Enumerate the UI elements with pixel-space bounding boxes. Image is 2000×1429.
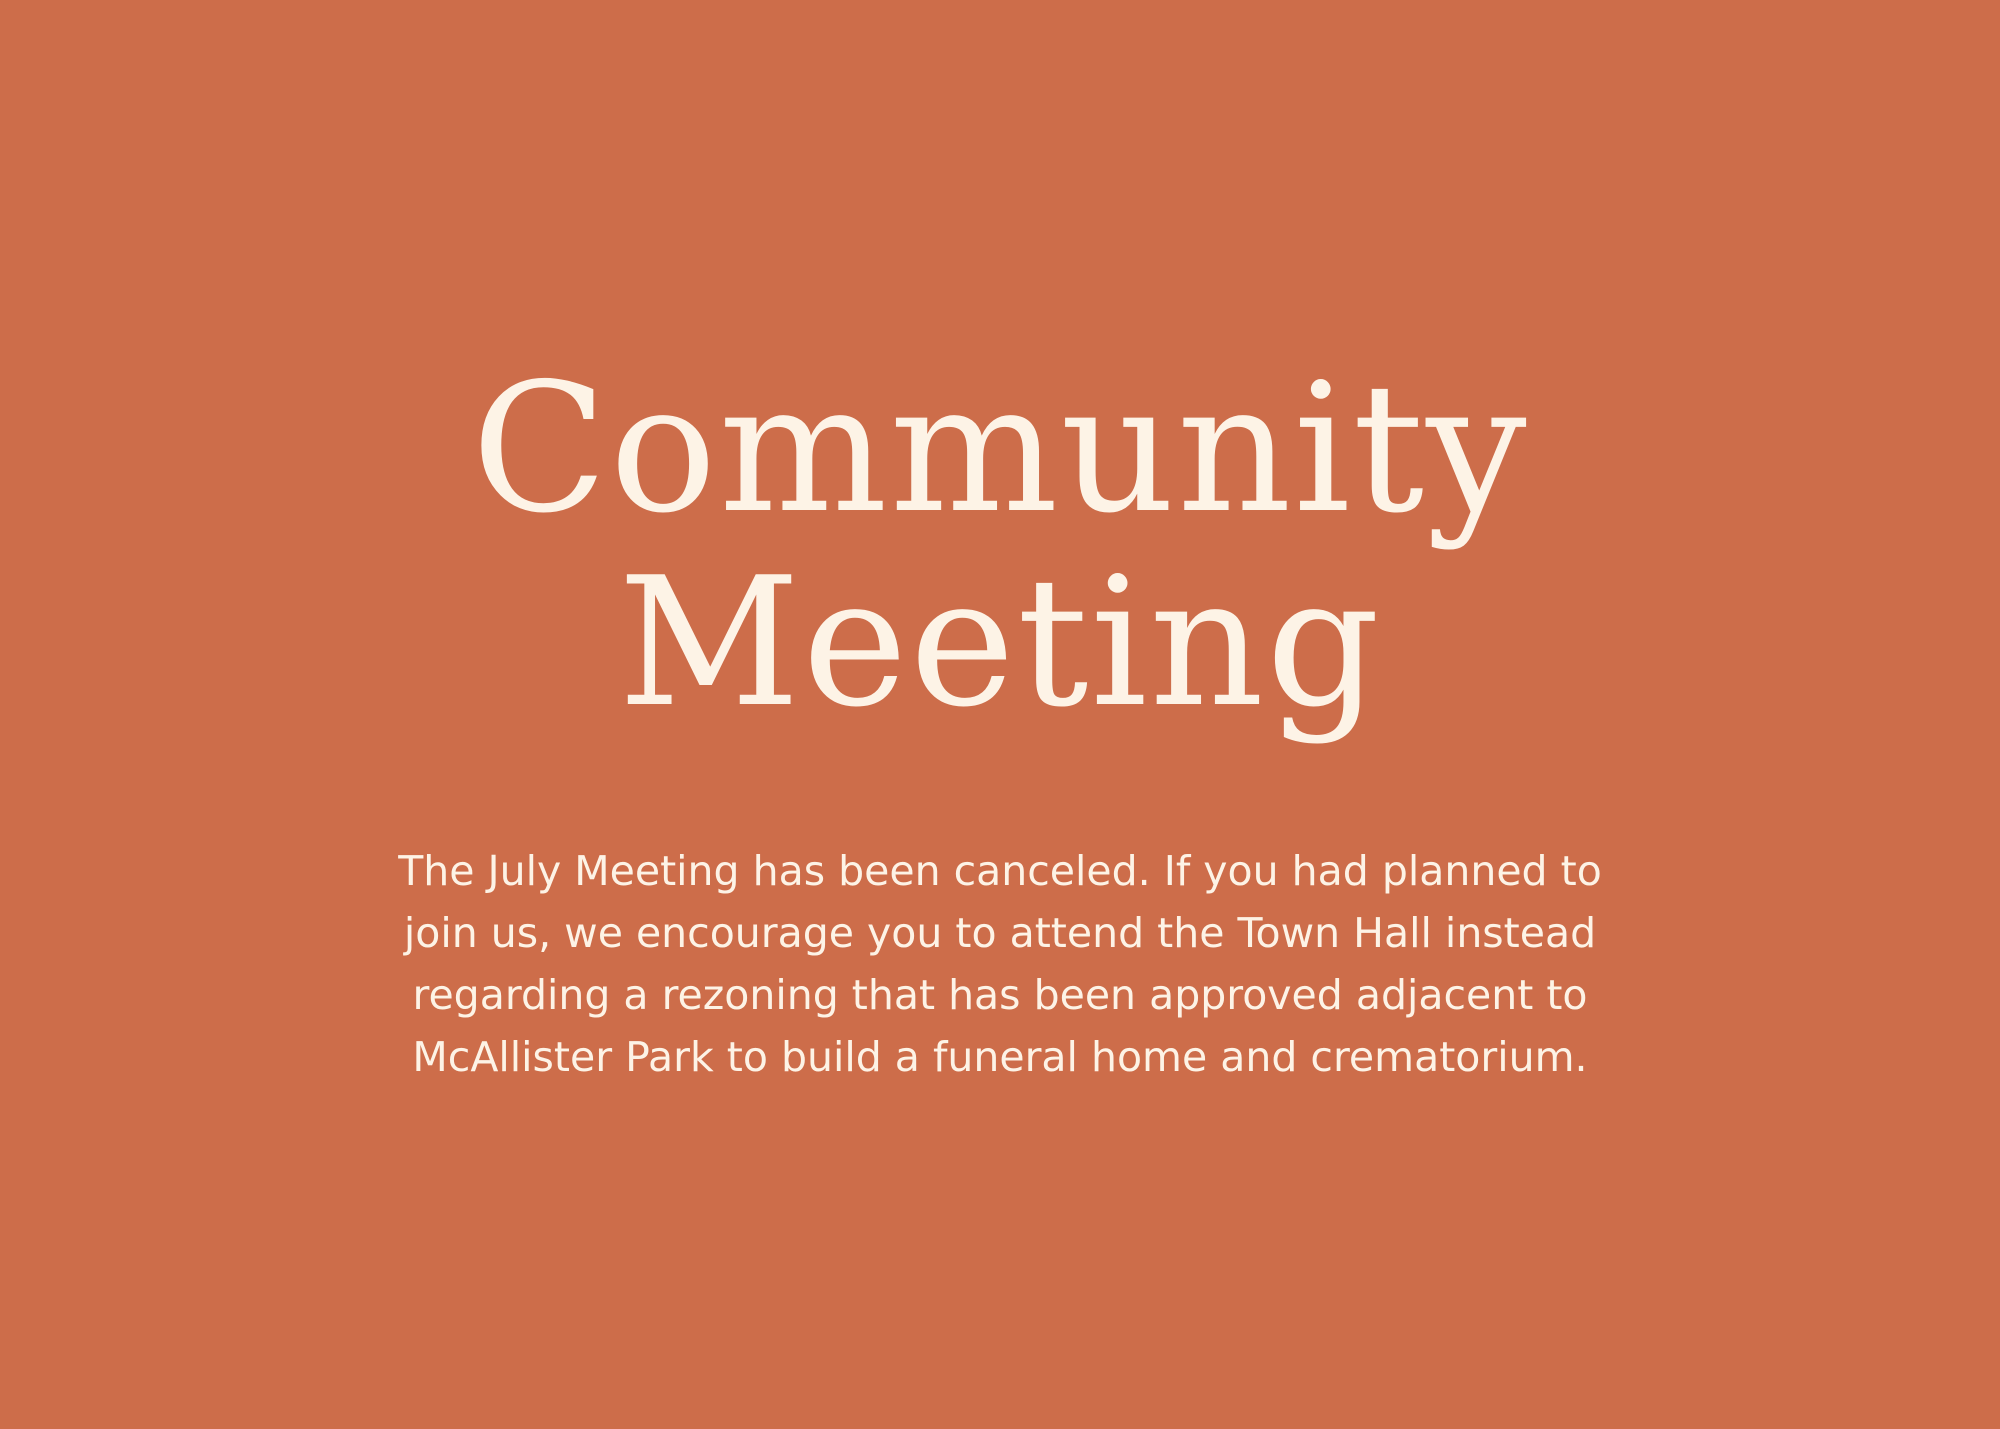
page-title [0, 345, 2000, 746]
cancellation-notice: The July Meeting has been canceled. If you had planned to join us, we encourage you to attend the Town Hall instead regarding a rezoning that has been approved adjacent to McAllister Park to build a funeral home and crematorium. [398, 847, 1602, 1081]
title-line-community: Community [471, 345, 1529, 552]
title-line-meeting: Meeting [618, 539, 1382, 746]
